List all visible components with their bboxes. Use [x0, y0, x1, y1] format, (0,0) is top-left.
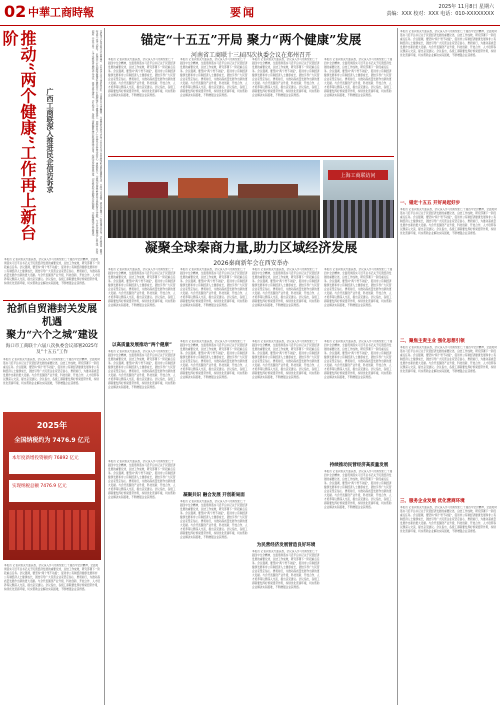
page-header — [0, 0, 500, 26]
right-body-2: 本报讯 记者从相关方面获悉，会议深入学习贯彻党的二十届四中全会精神，全面贯彻落实习近平总书记关于民营经济发展的重要论述，总结工作成效，研究部署下一阶段重点任务。会议强调，要坚持“两个毫不动摇”，促进非公有制经济健康发展和非公有制经济人士健康成长，团结引导广大民营企业家坚定信心、勇毅前行，为推动高质量发展作出新的更大贡献。与会代表围绕产业升级、科技创新、开放合作、人才培养等议题深入交流，提出意见建议。会议指出，各级工商联要发挥好桥梁纽带作用，持续优化营商环境，切实帮助企业解决实际困难，不断增强企业获得感。 — [400, 208, 497, 235]
lower-col-2-body: 本报讯 记者从相关方面获悉，会议深入学习贯彻党的二十届四中全会精神，全面贯彻落实习近平总书记关于民营经济发展的重要论述，总结工作成效，研究部署下一阶段重点任务。会议强调，要坚持“两个毫不动摇”，促进非公有制经济健康发展和非公有制经济人士健康成长，团结引导广大民营企业家坚定信心、勇毅前行，为推动高质量发展作出新的更大贡献。与会代表围绕产业升级、科技创新、开放合作、人才培养等议题深入交流，提出意见建议。会议指出，各级工商联要发挥好桥梁纽带作用，持续优化营商环境，切实帮助企业解决实际困难，不断增强企业获得感。 — [180, 340, 248, 379]
right-item-2: 二、聚焦主责主业 强化思想引领 — [400, 339, 465, 344]
lower-col-4-body-2: 本报讯 记者从相关方面获悉，会议深入学习贯彻党的二十届四中全会精神，全面贯彻落实习近平总书记关于民营经济发展的重要论述，总结工作成效，研究部署下一阶段重点任务。会议强调，要坚持“两个毫不动摇”，促进非公有制经济健康发展和非公有制经济人士健康成长，团结引导广大民营企业家坚定信心、勇毅前行，为推动高质量发展作出新的更大贡献。与会代表围绕产业升级、科技创新、开放合作、人才培养等议题深入交流，提出意见建议。会议指出，各级工商联要发挥好桥梁纽带作用，持续优化营商环境，切实帮助企业解决实际困难，不断增强企业获得感。 — [324, 470, 393, 509]
top-body-col-3: 本报讯 记者从相关方面获悉，会议深入学习贯彻党的二十届四中全会精神，全面贯彻落实习近平总书记关于民营经济发展的重要论述，总结工作成效，研究部署下一阶段重点任务。会议强调，要坚持“两个毫不动摇”，促进非公有制经济健康发展和非公有制经济人士健康成长，团结引导广大民营企业家坚定信心、勇毅前行，为推动高质量发展作出新的更大贡献。与会代表围绕产业升级、科技创新、开放合作、人才培养等议题深入交流，提出意见建议。会议指出，各级工商联要发挥好桥梁纽带作用，持续优化营商环境，切实帮助企业解决实际困难，不断增强企业获得感。 — [252, 58, 320, 97]
date-line-2: 责编：XXX 校对：XXX 电话：010-XXXXXXXX — [386, 11, 494, 17]
date-line-1: 2025年 11月8日 星期六 — [438, 4, 494, 10]
lower-col-2-body-2: 本报讯 记者从相关方面获悉，会议深入学习贯彻党的二十届四中全会精神，全面贯彻落实习近平总书记关于民营经济发展的重要论述，总结工作成效，研究部署下一阶段重点任务。会议强调，要坚持“两个毫不动摇”，促进非公有制经济健康发展和非公有制经济人士健康成长，团结引导广大民营企业家坚定信心、勇毅前行，为推动高质量发展作出新的更大贡献。与会代表围绕产业升级、科技创新、开放合作、人才培养等议题深入交流，提出意见建议。会议指出，各级工商联要发挥好桥梁纽带作用，持续优化营商环境，切实帮助企业解决实际困难，不断增强企业获得感。 — [180, 500, 248, 539]
right-body-4: 本报讯 记者从相关方面获悉，会议深入学习贯彻党的二十届四中全会精神，全面贯彻落实习近平总书记关于民营经济发展的重要论述，总结工作成效，研究部署下一阶段重点任务。会议强调，要坚持“两个毫不动摇”，促进非公有制经济健康发展和非公有制经济人士健康成长，团结引导广大民营企业家坚定信心、勇毅前行，为推动高质量发展作出新的更大贡献。与会代表围绕产业升级、科技创新、开放合作、人才培养等议题深入交流，提出意见建议。会议指出，各级工商联要发挥好桥梁纽带作用，持续优化营商环境，切实帮助企业解决实际困难，不断增强企业获得感。 — [400, 506, 497, 533]
lower-col-3 — [252, 340, 320, 705]
lower-col-4-body: 本报讯 记者从相关方面获悉，会议深入学习贯彻党的二十届四中全会精神，全面贯彻落实习近平总书记关于民营经济发展的重要论述，总结工作成效，研究部署下一阶段重点任务。会议强调，要坚持“两个毫不动摇”，促进非公有制经济健康发展和非公有制经济人士健康成长，团结引导广大民营企业家坚定信心、勇毅前行，为推动高质量发展作出新的更大贡献。与会代表围绕产业升级、科技创新、开放合作、人才培养等议题深入交流，提出意见建议。会议指出，各级工商联要发挥好桥梁纽带作用，持续优化营商环境，切实帮助企业解决实际困难，不断增强企业获得感。 — [324, 340, 393, 379]
photo-crowd — [108, 210, 320, 238]
ad-block — [3, 412, 101, 560]
top-headline: 锚定“十五五”开局 聚力“两个健康”发展 — [140, 32, 362, 47]
top-body-col-1: 本报讯 记者从相关方面获悉，会议深入学习贯彻党的二十届四中全会精神，全面贯彻落实习近平总书记关于民营经济发展的重要论述，总结工作成效，研究部署下一阶段重点任务。会议强调，要坚持“两个毫不动摇”，促进非公有制经济健康发展和非公有制经济人士健康成长，团结引导广大民营企业家坚定信心、勇毅前行，为推动高质量发展作出新的更大贡献。与会代表围绕产业升级、科技创新、开放合作、人才培养等议题深入交流，提出意见建议。会议指出，各级工商联要发挥好桥梁纽带作用，持续优化营商环境，切实帮助企业解决实际困难，不断增强企业获得感。 — [108, 58, 176, 97]
left-feature-body-2: 本报讯 记者从相关方面获悉，会议深入学习贯彻党的二十届四中全会精神，全面贯彻落实习近平总书记关于民营经济发展的重要论述，总结工作成效，研究部署下一阶段重点任务。会议强调，要坚持“两个毫不动摇”，促进非公有制经济健康发展和非公有制经济人士健康成长，团结引导广大民营企业家坚定信心、勇毅前行，为推动高质量发展作出新的更大贡献。与会代表围绕产业升级、科技创新、开放合作、人才培养等议题深入交流，提出意见建议。会议指出，各级工商联要发挥好桥梁纽带作用，持续优化营商环境，切实帮助企业解决实际困难，不断增强企业获得感。 — [4, 258, 100, 285]
left-bottom-body: 本报讯 记者从相关方面获悉，会议深入学习贯彻党的二十届四中全会精神，全面贯彻落实习近平总书记关于民营经济发展的重要论述，总结工作成效，研究部署下一阶段重点任务。会议强调，要坚持“两个毫不动摇”，促进非公有制经济健康发展和非公有制经济人士健康成长，团结引导广大民营企业家坚定信心、勇毅前行，为推动高质量发展作出新的更大贡献。与会代表围绕产业升级、科技创新、开放合作、人才培养等议题深入交流，提出意见建议。会议指出，各级工商联要发挥好桥梁纽带作用，持续优化营商环境，切实帮助企业解决实际困难，不断增强企业获得感。 — [4, 564, 100, 591]
ad-card-1 — [9, 452, 95, 474]
lower-col-1-body-2: 本报讯 记者从相关方面获悉，会议深入学习贯彻党的二十届四中全会精神，全面贯彻落实习近平总书记关于民营经济发展的重要论述，总结工作成效，研究部署下一阶段重点任务。会议强调，要坚持“两个毫不动摇”，促进非公有制经济健康发展和非公有制经济人士健康成长，团结引导广大民营企业家坚定信心、勇毅前行，为推动高质量发展作出新的更大贡献。与会代表围绕产业升级、科技创新、开放合作、人才培养等议题深入交流，提出意见建议。会议指出，各级工商联要发挥好桥梁纽带作用，持续优化营商环境，切实帮助企业解决实际困难，不断增强企业获得感。 — [108, 460, 176, 499]
ad-year-title: 2025年 — [36, 421, 68, 430]
right-item-3: 三、服务企业发展 优化营商环境 — [400, 499, 465, 504]
left-feature-body: 本报讯 记者从相关方面获悉，会议深入学习贯彻党的二十届四中全会精神，全面贯彻落实习近平总书记关于民营经济发展的重要论述，总结工作成效，研究部署下一阶段重点任务。会议强调，要坚持“两个毫不动摇”，促进非公有制经济健康发展和非公有制经济人士健康成长，团结引导广大民营企业家坚定信心、勇毅前行，为推动高质量发展作出新的更大贡献。与会代表围绕产业升级、科技创新、开放合作、人才培养等议题深入交流，提出意见建议。会议指出，各级工商联要发挥好桥梁纽带作用，持续优化营商环境，切实帮助企业解决实际困难，不断增强企业获得感。 — [91, 30, 102, 255]
top-body-col-2: 本报讯 记者从相关方面获悉，会议深入学习贯彻党的二十届四中全会精神，全面贯彻落实习近平总书记关于民营经济发展的重要论述，总结工作成效，研究部署下一阶段重点任务。会议强调，要坚持“两个毫不动摇”，促进非公有制经济健康发展和非公有制经济人士健康成长，团结引导广大民营企业家坚定信心、勇毅前行，为推动高质量发展作出新的更大贡献。与会代表围绕产业升级、科技创新、开放合作、人才培养等议题深入交流，提出意见建议。会议指出，各级工商联要发挥好桥梁纽带作用，持续优化营商环境，切实帮助企业解决实际困难，不断增强企业获得感。 — [180, 58, 248, 97]
right-body-3: 本报讯 记者从相关方面获悉，会议深入学习贯彻党的二十届四中全会精神，全面贯彻落实习近平总书记关于民营经济发展的重要论述，总结工作成效，研究部署下一阶段重点任务。会议强调，要坚持“两个毫不动摇”，促进非公有制经济健康发展和非公有制经济人士健康成长，团结引导广大民营企业家坚定信心、勇毅前行，为推动高质量发展作出新的更大贡献。与会代表围绕产业升级、科技创新、开放合作、人才培养等议题深入交流，提出意见建议。会议指出，各级工商联要发挥好桥梁纽带作用，持续优化营商环境，切实帮助企业解决实际困难，不断增强企业获得感。 — [400, 346, 497, 373]
ad-card-2 — [9, 480, 95, 502]
ad-line-3: 实现纳税总额 7476.9 亿元 — [12, 484, 67, 489]
photo-building-3 — [238, 184, 298, 198]
left-article2-subhead: 海口市工商联十六届八次执委会议部署2025年及“十五五”工作 — [5, 344, 99, 355]
ad-graphic — [9, 510, 95, 550]
lower-col-2 — [180, 340, 248, 705]
date-line — [387, 4, 494, 18]
paper-name: 中華工商時報 — [28, 6, 94, 19]
center-body-col-1: 本报讯 记者从相关方面获悉，会议深入学习贯彻党的二十届四中全会精神，全面贯彻落实习近平总书记关于民营经济发展的重要论述，总结工作成效，研究部署下一阶段重点任务。会议强调，要坚持“两个毫不动摇”，促进非公有制经济健康发展和非公有制经济人士健康成长，团结引导广大民营企业家坚定信心、勇毅前行，为推动高质量发展作出新的更大贡献。与会代表围绕产业升级、科技创新、开放合作、人才培养等议题深入交流，提出意见建议。会议指出，各级工商联要发挥好桥梁纽带作用，持续优化营商环境，切实帮助企业解决实际困难，不断增强企业获得感。 — [108, 268, 176, 307]
lower-col-3-body: 本报讯 记者从相关方面获悉，会议深入学习贯彻党的二十届四中全会精神，全面贯彻落实习近平总书记关于民营经济发展的重要论述，总结工作成效，研究部署下一阶段重点任务。会议强调，要坚持“两个毫不动摇”，促进非公有制经济健康发展和非公有制经济人士健康成长，团结引导广大民营企业家坚定信心、勇毅前行，为推动高质量发展作出新的更大贡献。与会代表围绕产业升级、科技创新、开放合作、人才培养等议题深入交流，提出意见建议。会议指出，各级工商联要发挥好桥梁纽带作用，持续优化营商环境，切实帮助企业解决实际困难，不断增强企业获得感。 — [252, 340, 320, 379]
subheading-4: 持续推动民营经济高质量发展 — [329, 463, 389, 468]
subheading-1: 以高质量发展推动“两个健康” — [112, 343, 172, 348]
center-body-col-2: 本报讯 记者从相关方面获悉，会议深入学习贯彻党的二十届四中全会精神，全面贯彻落实习近平总书记关于民营经济发展的重要论述，总结工作成效，研究部署下一阶段重点任务。会议强调，要坚持“两个毫不动摇”，促进非公有制经济健康发展和非公有制经济人士健康成长，团结引导广大民营企业家坚定信心、勇毅前行，为推动高质量发展作出新的更大贡献。与会代表围绕产业升级、科技创新、开放合作、人才培养等议题深入交流，提出意见建议。会议指出，各级工商联要发挥好桥梁纽带作用，持续优化营商环境，切实帮助企业解决实际困难，不断增强企业获得感。 — [180, 268, 248, 307]
center-headline: 凝聚全球秦商力量,助力区域经济发展 — [144, 241, 358, 256]
photo-caption: 上海工商联访问 — [340, 173, 376, 179]
left-feature — [2, 28, 102, 258]
right-item-1: 一、锚定十五五 开好局起好步 — [400, 201, 461, 206]
lower-col-1-body: 本报讯 记者从相关方面获悉，会议深入学习贯彻党的二十届四中全会精神，全面贯彻落实习近平总书记关于民营经济发展的重要论述，总结工作成效，研究部署下一阶段重点任务。会议强调，要坚持“两个毫不动摇”，促进非公有制经济健康发展和非公有制经济人士健康成长，团结引导广大民营企业家坚定信心、勇毅前行，为推动高质量发展作出新的更大贡献。与会代表围绕产业升级、科技创新、开放合作、人才培养等议题深入交流，提出意见建议。会议指出，各级工商联要发挥好桥梁纽带作用，持续优化营商环境，切实帮助企业解决实际困难，不断增强企业获得感。 — [108, 350, 176, 389]
side-photo-people — [323, 200, 394, 238]
center-body-col-3: 本报讯 记者从相关方面获悉，会议深入学习贯彻党的二十届四中全会精神，全面贯彻落实习近平总书记关于民营经济发展的重要论述，总结工作成效，研究部署下一阶段重点任务。会议强调，要坚持“两个毫不动摇”，促进非公有制经济健康发展和非公有制经济人士健康成长，团结引导广大民营企业家坚定信心、勇毅前行，为推动高质量发展作出新的更大贡献。与会代表围绕产业升级、科技创新、开放合作、人才培养等议题深入交流，提出意见建议。会议指出，各级工商联要发挥好桥梁纽带作用，持续优化营商环境，切实帮助企业解决实际困难，不断增强企业获得感。 — [252, 268, 320, 307]
divider-top-article — [108, 156, 394, 157]
center-subhead: 2026秦商新年会在西安举办 — [213, 260, 289, 267]
ad-line-1: 全国纳税约为 7476.9 亿元 — [14, 437, 90, 444]
center-body-col-4: 本报讯 记者从相关方面获悉，会议深入学习贯彻党的二十届四中全会精神，全面贯彻落实习近平总书记关于民营经济发展的重要论述，总结工作成效，研究部署下一阶段重点任务。会议强调，要坚持“两个毫不动摇”，促进非公有制经济健康发展和非公有制经济人士健康成长，团结引导广大民营企业家坚定信心、勇毅前行，为推动高质量发展作出新的更大贡献。与会代表围绕产业升级、科技创新、开放合作、人才培养等议题深入交流，提出意见建议。会议指出，各级工商联要发挥好桥梁纽带作用，持续优化营商环境，切实帮助企业解决实际困难，不断增强企业获得感。 — [324, 268, 393, 307]
top-body-col-4: 本报讯 记者从相关方面获悉，会议深入学习贯彻党的二十届四中全会精神，全面贯彻落实习近平总书记关于民营经济发展的重要论述，总结工作成效，研究部署下一阶段重点任务。会议强调，要坚持“两个毫不动摇”，促进非公有制经济健康发展和非公有制经济人士健康成长，团结引导广大民营企业家坚定信心、勇毅前行，为推动高质量发展作出新的更大贡献。与会代表围绕产业升级、科技创新、开放合作、人才培养等议题深入交流，提出意见建议。会议指出，各级工商联要发挥好桥梁纽带作用，持续优化营商环境，切实帮助企业解决实际困难，不断增强企业获得感。 — [324, 58, 393, 97]
divider-left — [104, 28, 105, 705]
ad-line-2: 本年度新增投资额约 76892 亿元 — [12, 456, 79, 461]
left-article2-headline-2: 聚力“六个之城”建设 — [6, 330, 98, 341]
photo-building-2 — [178, 178, 228, 198]
left-article2 — [3, 300, 101, 410]
main-photo — [108, 160, 320, 238]
divider-right — [397, 28, 398, 705]
left-article2-headline: 抢抓自贸港封关发展机遇 — [7, 304, 97, 328]
right-column — [400, 30, 498, 705]
left-feature-subhead: 广西工商联深入推进民企信访诉求 — [46, 88, 55, 193]
subheading-2: 凝聚共识 融合发展 开创新局面 — [183, 493, 245, 498]
lower-col-1 — [108, 340, 176, 705]
left-feature-headline: 推动“两个健康”工作再上新台阶 — [0, 30, 37, 241]
photo-building-1 — [128, 182, 168, 198]
right-body-1: 本报讯 记者从相关方面获悉，会议深入学习贯彻党的二十届四中全会精神，全面贯彻落实习近平总书记关于民营经济发展的重要论述，总结工作成效，研究部署下一阶段重点任务。会议强调，要坚持“两个毫不动摇”，促进非公有制经济健康发展和非公有制经济人士健康成长，团结引导广大民营企业家坚定信心、勇毅前行，为推动高质量发展作出新的更大贡献。与会代表围绕产业升级、科技创新、开放合作、人才培养等议题深入交流，提出意见建议。会议指出，各级工商联要发挥好桥梁纽带作用，持续优化营商环境，切实帮助企业解决实际困难，不断增强企业获得感。 — [400, 30, 497, 57]
lower-col-4 — [324, 340, 394, 705]
section-title: 要闻 — [230, 6, 256, 19]
side-photo — [323, 160, 394, 238]
top-subhead: 河南省工商联十三届四次执委会议在郑州召开 — [190, 52, 311, 59]
subheading-3: 为民营经济发展营造良好环境 — [256, 543, 316, 548]
left-article2-body: 本报讯 记者从相关方面获悉，会议深入学习贯彻党的二十届四中全会精神，全面贯彻落实习近平总书记关于民营经济发展的重要论述，总结工作成效，研究部署下一阶段重点任务。会议强调，要坚持“两个毫不动摇”，促进非公有制经济健康发展和非公有制经济人士健康成长，团结引导广大民营企业家坚定信心、勇毅前行，为推动高质量发展作出新的更大贡献。与会代表围绕产业升级、科技创新、开放合作、人才培养等议题深入交流，提出意见建议。会议指出，各级工商联要发挥好桥梁纽带作用，持续优化营商环境，切实帮助企业解决实际困难，不断增强企业获得感。 — [3, 358, 100, 385]
lower-col-3-body-2: 本报讯 记者从相关方面获悉，会议深入学习贯彻党的二十届四中全会精神，全面贯彻落实习近平总书记关于民营经济发展的重要论述，总结工作成效，研究部署下一阶段重点任务。会议强调，要坚持“两个毫不动摇”，促进非公有制经济健康发展和非公有制经济人士健康成长，团结引导广大民营企业家坚定信心、勇毅前行，为推动高质量发展作出新的更大贡献。与会代表围绕产业升级、科技创新、开放合作、人才培养等议题深入交流，提出意见建议。会议指出，各级工商联要发挥好桥梁纽带作用，持续优化营商环境，切实帮助企业解决实际困难，不断增强企业获得感。 — [252, 550, 320, 589]
page-number: 02 — [4, 2, 27, 21]
